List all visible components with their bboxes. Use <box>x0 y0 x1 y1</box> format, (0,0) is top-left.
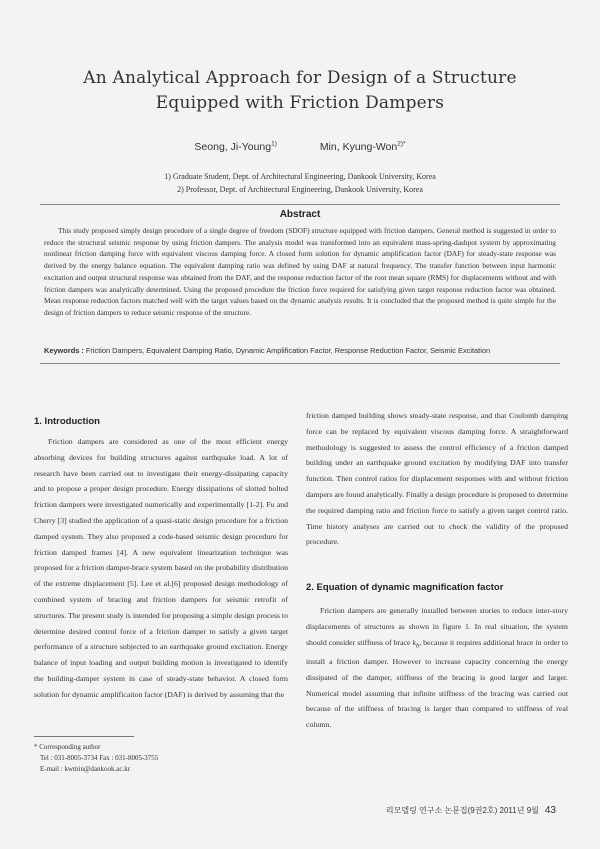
footnote-tel: Tel : 031-8005-3734 Fax : 031-8005-3755 <box>40 754 159 762</box>
author-1-name: Seong, Ji-Young <box>194 140 272 153</box>
footnote-email: E-mail : kwmin@dankook.ac.kr <box>40 765 131 773</box>
abstract-bottom-rule <box>40 363 560 364</box>
footnote <box>34 742 158 775</box>
brace-stiffness-sub: b <box>415 642 420 650</box>
abstract-heading: Abstract <box>279 209 321 220</box>
affiliations <box>0 170 600 196</box>
section-2-body <box>306 603 568 733</box>
page-number: 43 <box>544 805 556 816</box>
journal-name: 리모델링 연구소 논문집(9권2호) 2011년 9월 <box>385 806 539 815</box>
affiliation-2: 2) Professor, Dept. of Architectural Engineering, Dankook University, Korea <box>177 185 423 194</box>
section-1-continued-paragraph: friction damped building shows steady-state response, and that Coulomb damping force can be replaced by equivalent viscous damping force. A straightforward methodology is suggested to assess the control efficiency of a friction damped building under an earthquake ground excitation by modifying DAF into transfer function. Then control ratios for displacement responses with and without friction dampers are found analytically. Finally a design procedure is proposed to determine the required damping ratio and friction force to satisfy a given target control ratio. Time history analyses are carried out to check the validity of the proposed procedure. <box>306 411 568 547</box>
author-2 <box>320 141 406 153</box>
keywords <box>44 346 556 355</box>
section-1-body <box>34 434 288 703</box>
abstract-text: This study proposed simply design procedure of a single degree of freedom (SDOF) structure equipped with friction dampers. General method is suggested in order to reduce the structural seismic response by using friction dampers. The analysis model was transformed into an equivalent mass-spring-dashpot system by approximating nonlinear friction damping force with equivalent viscous damping force. A closed form solution for dynamic amplification factor (DAF) for steady-state response was derived by the energy balance equation. The equivalent damping ratio was defined by using DAF at natural frequency. The transfer function between input harmonic excitation and output structural response was obtained from the DAF, and the response reduction factor of the root mean square (RMS) for displacements without and with friction dampers was analytically determined. Using the proposed procedure the friction force required for satisfying given target response reduction factor was obtained. Mean response reduction factors matched well with the target values based on the dynamic analysis results. It is concluded that the proposed method is quite simple for the design of friction dampers to reduce seismic response of the structure. <box>44 226 556 317</box>
page-footer <box>386 805 556 816</box>
footnote-rule <box>34 736 134 737</box>
author-2-name: Min, Kyung-Won <box>319 140 398 153</box>
section-2-heading: 2. Equation of dynamic magnification factor <box>306 582 504 593</box>
author-1-mark: 1) <box>271 140 277 147</box>
author-list <box>0 140 600 153</box>
section-2-text-b: , because it requires additional brace in order to install a friction damper. However to increase capacity concerning the energy dissipated of the damper, stiffness of the bracing is good larger and larger. Numerical model assuming that infinite stiffness of the bracing was carried out because of the stiffness of bracing is larger than compared to stiffness of real column. <box>306 637 568 730</box>
section-2-text-a: Friction dampers are generally installed between stories to reduce inter-story displacements of structures as shown in figure 1. In real situation, the system should consider stiffness of brace <box>306 606 568 647</box>
section-1-continued <box>306 408 568 550</box>
section-1-heading: 1. Introduction <box>34 416 100 427</box>
footnote-label: * Corresponding author <box>34 743 101 751</box>
author-1 <box>194 141 276 153</box>
section-1-paragraph: Friction dampers are considered as one of the most efficient energy absorbing devices for building structures against earthquake load. A lot of research have been carried out to investigate their energy-dissipating capacity and to propose a proper design procedure. Energy dissipations of slotted bolted friction dampers were investigated numerically and experimentally [1-2]. Fu and Cherry [3] studied the application of a quasi-static design procedure for a friction damped system. They also proposed a code-based seismic design procedure for friction damped frames [4]. A new equivalent linearization technique was proposed for a friction damper-brace system based on the probability distribution of the extreme displacement [5]. Lee et al.[6] proposed design methodology of combined system of bracing and friction dampers for seismic retrofit of structures. The present study is intended for proposing a simple design process to determine desired control force of a friction damper to satisfy a given target performance of a structure subjected to an earthquake ground excitation. Energy balance of input loading and output building motion is investigated to identify the building-damper system in case of steady-state behavior. A closed form solution for dynamic amplification factor (DAF) is derived by assuming that the <box>34 437 288 699</box>
title-line-2: Equipped with Friction Dampers <box>155 93 445 113</box>
keywords-text: Friction Dampers, Equivalent Damping Ratio, Dynamic Amplification Factor, Response Reduction Factor, Seismic Excitation <box>83 346 491 355</box>
brace-stiffness-k: k <box>412 637 416 647</box>
abstract-top-rule <box>40 204 560 205</box>
keywords-label: Keywords : <box>44 346 84 355</box>
author-2-mark: 2)* <box>397 140 406 147</box>
section-2-paragraph <box>306 603 568 733</box>
paper-title <box>0 66 600 116</box>
affiliation-1: 1) Graduate Student, Dept. of Architectural Engineering, Dankook University, Korea <box>164 172 436 181</box>
title-line-1: An Analytical Approach for Design of a Structure <box>83 68 517 88</box>
